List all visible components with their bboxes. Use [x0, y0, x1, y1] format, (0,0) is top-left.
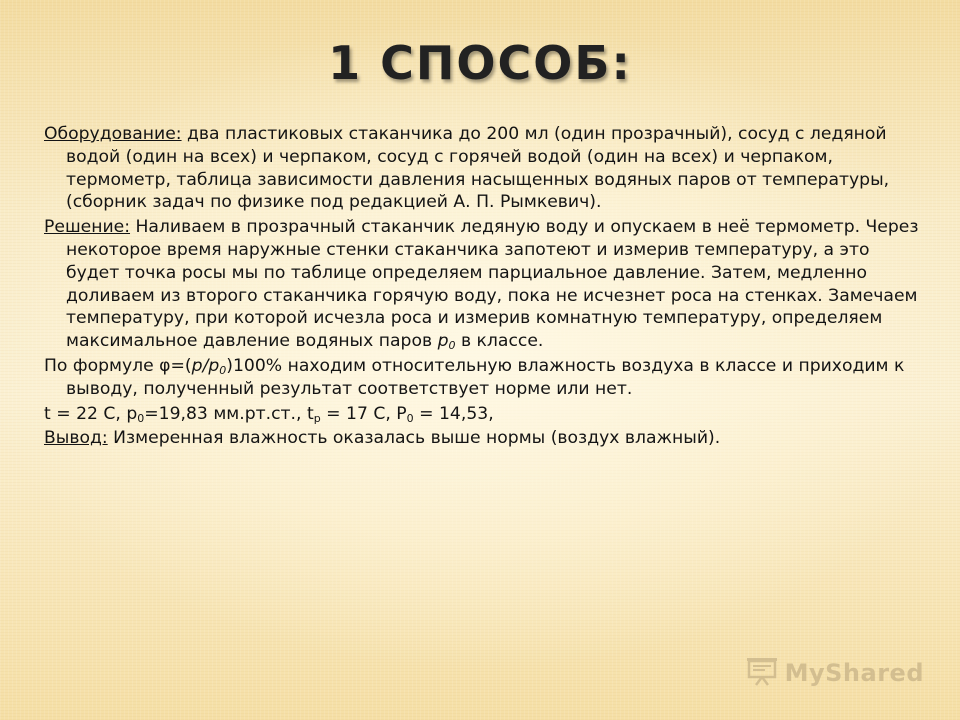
- formula-p0: p: [208, 355, 220, 376]
- solution-text: Наливаем в прозрачный стаканчик ледяную воду и опускаем в неё термометр. Через некоторое время наружные стенки стаканчика запотеют и измерив температуру, а это будет точка росы мы по таблице определяем парциальное давление. Затем, медленно доливаем из второго стаканчика горячую воду, пока не исчезнет роса на стенках. Замечаем температуру, при которой исчезла роса и измерив комнатную температуру, определяем максимальное давление водяных паров: [66, 217, 919, 352]
- equipment-paragraph: [44, 123, 920, 214]
- values-tp: = 17 С, P: [320, 403, 407, 424]
- conclusion-paragraph: [44, 427, 920, 450]
- slide-body: [44, 123, 920, 452]
- formula-paragraph: [44, 355, 920, 401]
- formula-slash: /: [202, 355, 209, 376]
- formula-p0-subscript: 0: [219, 363, 227, 377]
- conclusion-label: Вывод:: [44, 428, 108, 449]
- values-P0-subscript: 0: [406, 411, 414, 425]
- equipment-label: Оборудование:: [44, 124, 182, 144]
- conclusion-text: Измеренная влажность оказалась выше нормы (воздух влажный).: [107, 428, 721, 449]
- equipment-text: два пластиковых стаканчика до 200 мл (один прозрачный), сосуд с ледяной водой (один на всех) и черпаком, сосуд с горячей водой (один на всех) и черпаком, термометр, таблица зависимости давления насыщенных водяных паров от температуры, (сборник задач по физике под редакцией А. П. Рымкевич).: [66, 124, 890, 213]
- values-t: t = 22 С, p: [44, 403, 138, 424]
- solution-label: Решение:: [44, 217, 131, 238]
- values-tp-subscript: р: [313, 411, 321, 425]
- solution-paragraph: [44, 216, 920, 353]
- values-paragraph: [44, 403, 920, 426]
- solution-tail: в классе.: [455, 331, 544, 352]
- solution-symbol: p: [437, 331, 449, 352]
- formula-prefix: По формуле φ=(: [44, 355, 192, 376]
- projector-screen-icon: [745, 656, 779, 690]
- solution-symbol-subscript: 0: [448, 339, 456, 353]
- watermark-text: MyShared: [784, 659, 924, 687]
- formula-suffix: )100% находим относительную влажность воздуха в классе и приходим к выводу, полученный результат соответствует норме или нет.: [66, 355, 905, 399]
- formula-p: p: [191, 355, 203, 376]
- values-p0: =19,83 мм.рт.ст., t: [144, 403, 314, 424]
- values-p0-subscript: 0: [137, 411, 145, 425]
- watermark: [745, 656, 924, 690]
- values-P0: = 14,53,: [413, 403, 494, 424]
- slide-title: 1 СПОСОБ:: [328, 36, 632, 90]
